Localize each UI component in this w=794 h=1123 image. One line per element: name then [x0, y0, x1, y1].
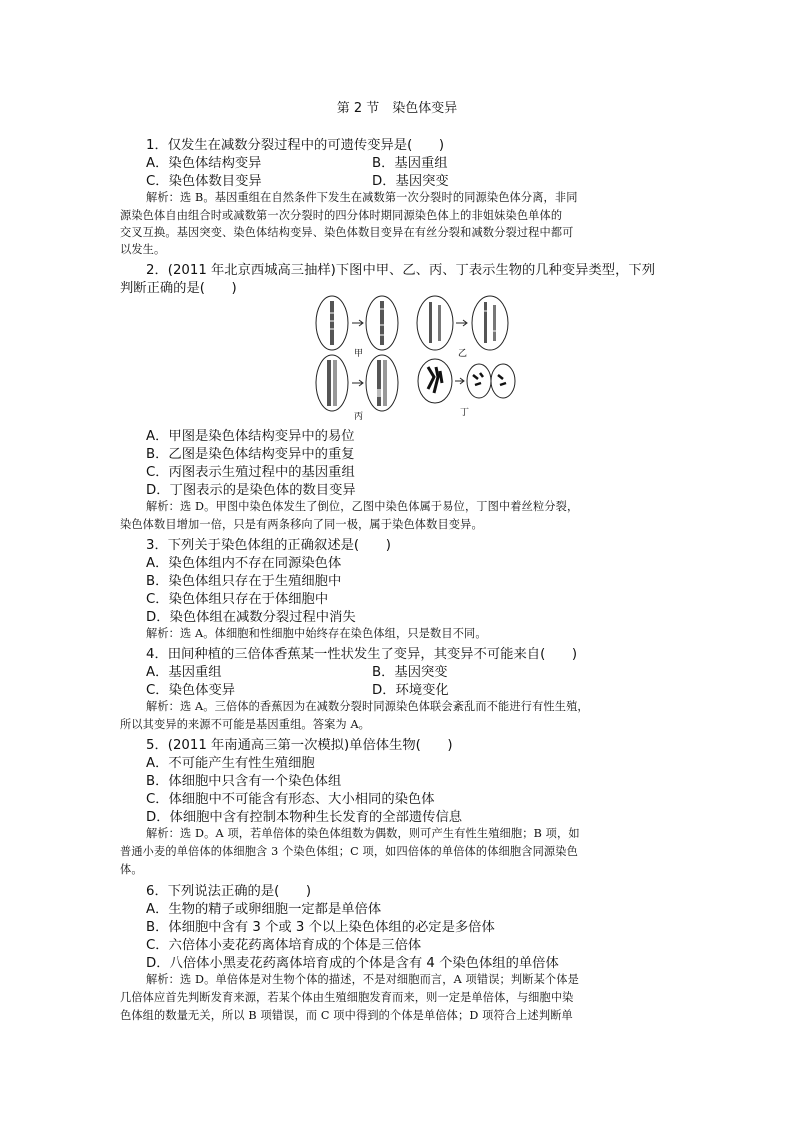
q4-analysis-line: 所以其变异的来源不可能是基因重组。答案为 A。: [120, 718, 371, 731]
q3-option-d: D．染色体组在减数分裂过程中消失: [146, 610, 356, 625]
q1-option-d: D．基因突变: [372, 174, 449, 189]
section-title: 第 2 节 染色体变异: [336, 101, 458, 116]
question-3-stem: 3．下列关于染色体组的正确叙述是( ): [146, 538, 391, 553]
chromosome-variation-figure: [310, 293, 520, 421]
question-2-stem-cont: 判断正确的是( ): [120, 281, 237, 296]
q3-option-a: A．染色体组内不存在同源染色体: [146, 556, 342, 571]
q1-option-c: C．染色体数目变异: [146, 174, 262, 189]
q5-analysis-line: 普通小麦的单倍体的体细胞含 3 个染色体组；C 项，如四倍体的单倍体的体细胞含同源染色: [120, 845, 578, 858]
q5-option-a: A．不可能产生有性生殖细胞: [146, 756, 315, 771]
q1-analysis-line: 源染色体自由组合时或减数第一次分裂时的四分体时期同源染色体上的非姐妹染色单体的: [120, 209, 563, 222]
question-1-stem: 1．仅发生在减数分裂过程中的可遗传变异是( ): [146, 138, 445, 153]
q1-option-a: A．染色体结构变异: [146, 156, 262, 171]
figure-label-bing: 丙: [354, 412, 364, 421]
q2-option-c: C．丙图表示生殖过程中的基因重组: [146, 465, 355, 480]
q4-option-c: C．染色体变异: [146, 683, 236, 698]
figure-label-yi: 乙: [458, 349, 468, 359]
figure-label-jia: 甲: [354, 349, 364, 359]
q6-analysis-line: 色体组的数量无关，所以 B 项错误，而 C 项中得到的个体是单倍体；D 项符合上述判断单: [120, 1009, 573, 1022]
q1-analysis-line: 以发生。: [120, 243, 166, 256]
q2-option-b: B．乙图是染色体结构变异中的重复: [146, 447, 355, 462]
q3-option-b: B．染色体组只存在于生殖细胞中: [146, 574, 342, 589]
q1-option-b: B．基因重组: [372, 156, 448, 171]
q6-option-c: C．六倍体小麦花药离体培育成的个体是三倍体: [146, 938, 422, 953]
q4-option-b: B．基因突变: [372, 665, 448, 680]
q6-option-d: D．八倍体小黑麦花药离体培育成的个体是含有 4 个染色体组的单倍体: [146, 956, 559, 971]
q1-analysis-line: 解析：选 B。基因重组在自然条件下发生在减数第一次分裂时的同源染色体分离，非同: [146, 191, 578, 204]
q2-analysis-line: 解析：选 D。甲图中染色体发生了倒位，乙图中染色体属于易位，丁图中着丝粒分裂，: [146, 500, 579, 513]
q4-option-a: A．基因重组: [146, 665, 222, 680]
q6-analysis-line: 几倍体应首先判断发育来源，若某个体由生殖细胞发育而来，则一定是单倍体，与细胞中染: [120, 991, 574, 1004]
q3-option-c: C．染色体组只存在于体细胞中: [146, 592, 329, 607]
figure-bing-cells: [316, 355, 398, 411]
q3-analysis-line: 解析：选 A。体细胞和性细胞中始终存在染色体组，只是数目不同。: [146, 627, 487, 640]
q2-analysis-line: 染色体数目增加一倍，只是有两条移向了同一极，属于染色体数目变异。: [120, 518, 483, 531]
figure-ding-cells: [418, 359, 515, 403]
question-6-stem: 6．下列说法正确的是( ): [146, 884, 312, 899]
q5-analysis-line: 体。: [120, 863, 143, 876]
q5-option-c: C．体细胞中不可能含有形态、大小相同的染色体: [146, 792, 435, 807]
q4-analysis-line: 解析：选 A。三倍体的香蕉因为在减数分裂时同源染色体联会紊乱而不能进行有性生殖，: [146, 700, 589, 713]
q6-option-b: B．体细胞中含有 3 个或 3 个以上染色体组的必定是多倍体: [146, 920, 495, 935]
q6-analysis-line: 解析：选 D。单倍体是对生物个体的描述，不是对细胞而言，A 项错误；判断某个体是: [146, 973, 579, 986]
q2-option-a: A．甲图是染色体结构变异中的易位: [146, 429, 355, 444]
q6-option-a: A．生物的精子或卵细胞一定都是单倍体: [146, 902, 382, 917]
q1-analysis-line: 交叉互换。基因突变、染色体结构变异、染色体数目变异在有丝分裂和减数分裂过程中都可: [120, 226, 574, 239]
q2-option-d: D．丁图表示的是染色体的数目变异: [146, 483, 356, 498]
q4-option-d: D．环境变化: [372, 683, 449, 698]
question-2-stem: 2．(2011 年北京西城高三抽样)下图中甲、乙、丙、丁表示生物的几种变异类型，下列: [146, 263, 655, 278]
figure-yi-cells: [417, 296, 508, 350]
question-5-stem: 5．(2011 年南通高三第一次模拟)单倍体生物( ): [146, 738, 453, 753]
question-4-stem: 4．田间种植的三倍体香蕉某一性状发生了变异，其变异不可能来自( ): [146, 647, 578, 662]
figure-label-ding: 丁: [460, 408, 470, 418]
q5-option-d: D．体细胞中含有控制本物种生长发育的全部遗传信息: [146, 810, 463, 825]
q5-analysis-line: 解析：选 D。A 项，若单倍体的染色体组数为偶数，则可产生有性生殖细胞；B 项，如: [146, 827, 580, 840]
figure-jia-cells: [316, 296, 398, 350]
q5-option-b: B．体细胞中只含有一个染色体组: [146, 774, 342, 789]
